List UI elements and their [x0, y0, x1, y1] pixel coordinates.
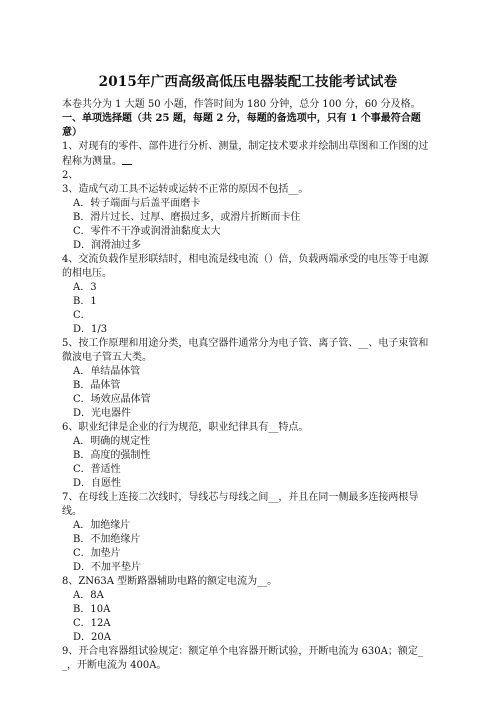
question-6-option-b: B．高度的强制性: [73, 450, 151, 461]
section-heading: 一、单项选择题（共 25 题，每题 2 分，每题的备选项中，只有 1 个事最符合题意）: [62, 113, 421, 138]
exam-intro: 本卷共分为 1 大题 50 小题，作答时间为 180 分钟，总分 100 分，60 分及格。: [62, 99, 421, 110]
question-7-option-b: B．不加绝缘片: [73, 534, 141, 545]
question-3-option-a: A．转子端面与后盖平面磨卡: [73, 198, 201, 209]
answer-blank: [122, 154, 132, 165]
question-6: 6、职业纪律是企业的行为规范，职业纪律具有__特点。: [62, 422, 309, 433]
question-7-option-a: A．加绝缘片: [73, 520, 131, 531]
question-3-option-d: D．润滑油过多: [73, 240, 142, 251]
question-8-option-b: B．10A: [73, 604, 111, 615]
question-5-option-b: B．晶体管: [73, 380, 121, 391]
question-8-option-a: A．8A: [73, 590, 104, 601]
page-title: 2015年广西高级高低压电器装配工技能考试试卷: [98, 74, 398, 90]
question-5: 5、按工作原理和用途分类，电真空器件通常分为电子管、离子管、__、电子束管和微波电子管五大类。: [62, 338, 429, 363]
question-7: 7、在母线上连接二次线时，导线芯与母线之间__，并且在同一侧最多连接两根导线。: [62, 492, 419, 517]
question-1-text: 1、对现有的零件、部件进行分析、测量，制定技术要求并绘制出草图和工作图的过程称为测量。: [62, 141, 429, 167]
question-6-option-a: A．明确的规定性: [73, 436, 151, 447]
question-8-option-c: C．12A: [73, 618, 111, 629]
question-9: 9、开合电容器组试验规定：额定单个电容器开断试验，开断电流为 630A；额定__，开断电流为 400A。: [62, 646, 423, 671]
question-4-option-b: B．1: [73, 296, 97, 307]
question-1: [62, 140, 434, 169]
question-5-option-c: C．场效应晶体管: [73, 394, 151, 405]
question-3-option-b: B．滑片过长、过厚、磨损过多，或滑片折断而卡住: [73, 212, 301, 223]
question-5-option-d: D．光电器件: [73, 408, 132, 419]
question-7-option-c: C．加垫片: [73, 548, 121, 559]
question-8: 8、ZN63A 型断路器辅助电路的额定电流为__。: [62, 576, 278, 587]
question-3: 3、造成气动工具不运转或运转不正常的原因不包括__。: [62, 184, 309, 195]
question-6-option-c: C．普适性: [73, 464, 121, 475]
question-4-option-a: A．3: [73, 282, 97, 293]
question-2: 2、: [62, 170, 79, 181]
question-4-option-c: C．: [73, 310, 91, 321]
question-7-option-d: D．不加平垫片: [73, 562, 142, 573]
question-4-option-d: D．1/3: [73, 324, 108, 335]
question-4: 4、交流负载作星形联结时，相电流是线电流（）倍，负载两端承受的电压等于电源的相电压。: [62, 254, 429, 279]
question-6-option-d: D．自愿性: [73, 478, 122, 489]
question-8-option-d: D．20A: [73, 632, 111, 643]
question-5-option-a: A．单结晶体管: [73, 366, 141, 377]
question-3-option-c: C．零件不干净或润滑油黏度太大: [73, 226, 221, 237]
